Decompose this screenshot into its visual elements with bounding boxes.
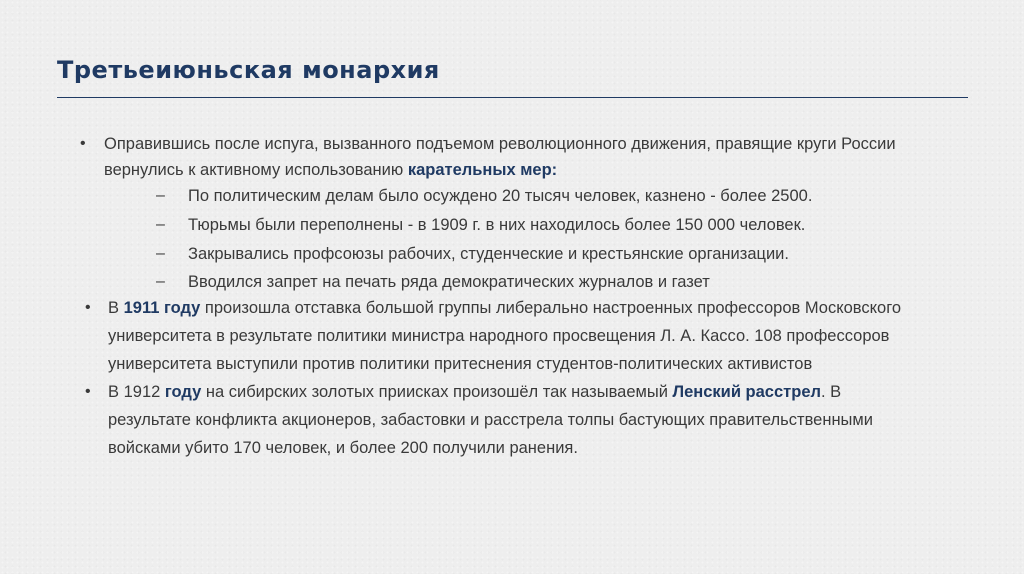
bullet1-line1: Оправившись после испуга, вызванного подъемом революционного движения, правящие круги России	[104, 135, 896, 153]
bullet3-line1-end: . В	[820, 383, 842, 401]
bullet-marker: •	[85, 299, 91, 316]
bullet-marker: •	[80, 135, 86, 152]
bullet3-line3: войсками убито 170 человек, и более 200 получили ранения.	[108, 439, 578, 457]
lena-massacre-highlight: Ленский расстрел	[672, 383, 821, 401]
bullet2-line3: университета выступили против политики притеснения студентов-политических активистов	[108, 355, 813, 373]
year-1912: 1912	[123, 383, 161, 401]
subitem: Вводился запрет на печать ряда демократических журналов и газет	[188, 273, 710, 291]
year-1911-highlight: 1911 году	[123, 299, 201, 317]
bullet2-line2: университета в результате политики министра народного просвещения Л. А. Кассо. 108 профессоров	[108, 327, 890, 345]
bullet3-line2: результате конфликта акционеров, забастовки и расстрела толпы бастующих правительственными	[108, 411, 873, 429]
slide-title: Третьеиюньская монархия	[57, 56, 440, 84]
bullet-marker: •	[85, 383, 91, 400]
punitive-measures-highlight: карательных мер:	[407, 161, 558, 179]
bullet3-line1-mid: на сибирских золотых приисках произошёл так называемый	[201, 383, 673, 401]
bullet1-line2	[104, 159, 557, 181]
year-word-highlight: году	[164, 383, 202, 401]
bullet2-prefix: В	[108, 299, 124, 317]
sub-dash: –	[156, 187, 165, 204]
sub-dash: –	[156, 245, 165, 262]
sub-dash: –	[156, 216, 165, 233]
subitem: Тюрьмы были переполнены - в 1909 г. в них находилось более 150 000 человек.	[188, 216, 806, 234]
subitem: Закрывались профсоюзы рабочих, студенческие и крестьянские организации.	[188, 245, 789, 263]
bullet2-line1-rest: произошла отставка большой группы либерально настроенных профессоров Московского	[200, 299, 902, 317]
bullet2-line1	[108, 297, 901, 319]
subitem: По политическим делам было осуждено 20 тысяч человек, казнено - более 2500.	[188, 187, 813, 205]
bullet3-prefix: В	[108, 383, 124, 401]
bullet3-line1	[108, 381, 841, 403]
bullet1-line2-text: вернулись к активному использованию	[104, 161, 408, 179]
sub-dash: –	[156, 273, 165, 290]
